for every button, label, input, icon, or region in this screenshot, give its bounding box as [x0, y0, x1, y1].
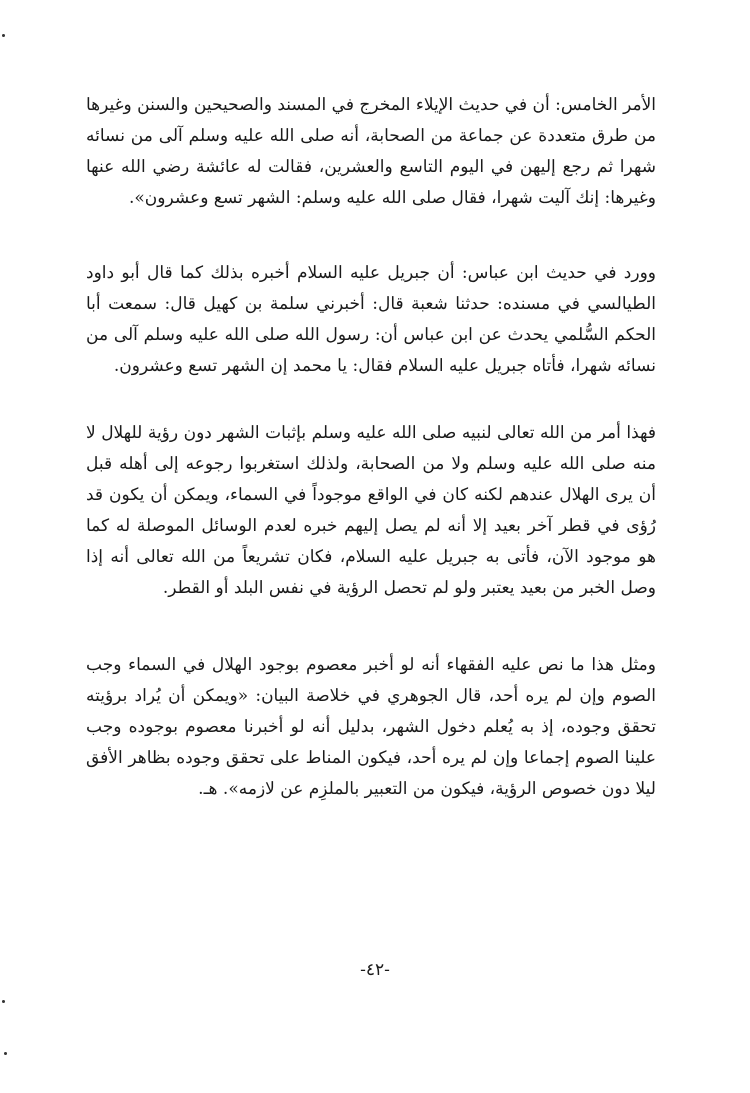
paragraph-1-text: الأمر الخامس: أن في حديث الإيلاء المخرج في المسند والصحيحين والسنن وغيرها من طرق متعددة عن جماعة من الصحابة، أنه صلى الله عليه وسلم آلى من نسائه شهرا ثم رجع إليهن في اليوم التاسع والعشرين، فقالت له عائشة رضي الله عنها وغيرها: إنك آليت شهرا، فقال صلى الله عليه وسلم: الشهر تسع وعشرون». [86, 95, 656, 208]
scan-speck-bottom [4, 1052, 7, 1055]
scan-speck-mid [2, 1000, 5, 1003]
scan-speck-top [2, 34, 5, 37]
paragraph-1 [86, 90, 656, 214]
paragraph-2 [86, 258, 656, 382]
paragraph-2-text: وورد في حديث ابن عباس: أن جبريل عليه السلام أخبره بذلك كما قال أبو داود الطيالسي في مسنده: حدثنا شعبة قال: أخبرني سلمة بن كهيل قال: سمعت أبا الحكم السُّلمي يحدث عن ابن عباس أن: رسول الله صلى الله عليه وسلم آلى من نسائه شهرا، فأتاه جبريل عليه السلام فقال: يا محمد إن الشهر تسع وعشرون. [86, 263, 656, 376]
paragraph-3 [86, 418, 656, 604]
paragraph-4-text: ومثل هذا ما نص عليه الفقهاء أنه لو أخبر معصوم بوجود الهلال في السماء وجب الصوم وإن لم يره أحد، قال الجوهري في خلاصة البيان: «ويمكن أن يُراد برؤيته تحقق وجوده، إذ به يُعلم دخول الشهر، بدليل أنه لو أخبرنا معصوم بوجوده وجب علينا الصوم إجماعا وإن لم يره أحد، فيكون المناط على تحقق وجوده بظاهر الأفق ليلا دون خصوص الرؤية، فيكون من التعبير بالملزِم عن لازمه». هـ. [86, 655, 656, 799]
paragraph-4 [86, 650, 656, 805]
paragraph-3-text: فهذا أمر من الله تعالى لنبيه صلى الله عليه وسلم بإثبات الشهر دون رؤية للهلال لا منه صلى الله عليه وسلم ولا من الصحابة، ولذلك استغربوا رجوعه إلى أهله قبل أن يرى الهلال عندهم لكنه كان في الواقع موجوداً في السماء، ويمكن أن يكون قد رُؤى في قطر آخر بعيد إلا أنه لم يصل إليهم خبره لعدم الوسائل الموصلة له كما هو موجود الآن، فأتى به جبريل عليه السلام، فكان تشريعاً من الله تعالى أنه إذا وصل الخبر من بعيد يعتبر ولو لم تحصل الرؤية في نفس البلد أو القطر. [86, 423, 656, 598]
page-number: -٤٢- [360, 960, 390, 980]
